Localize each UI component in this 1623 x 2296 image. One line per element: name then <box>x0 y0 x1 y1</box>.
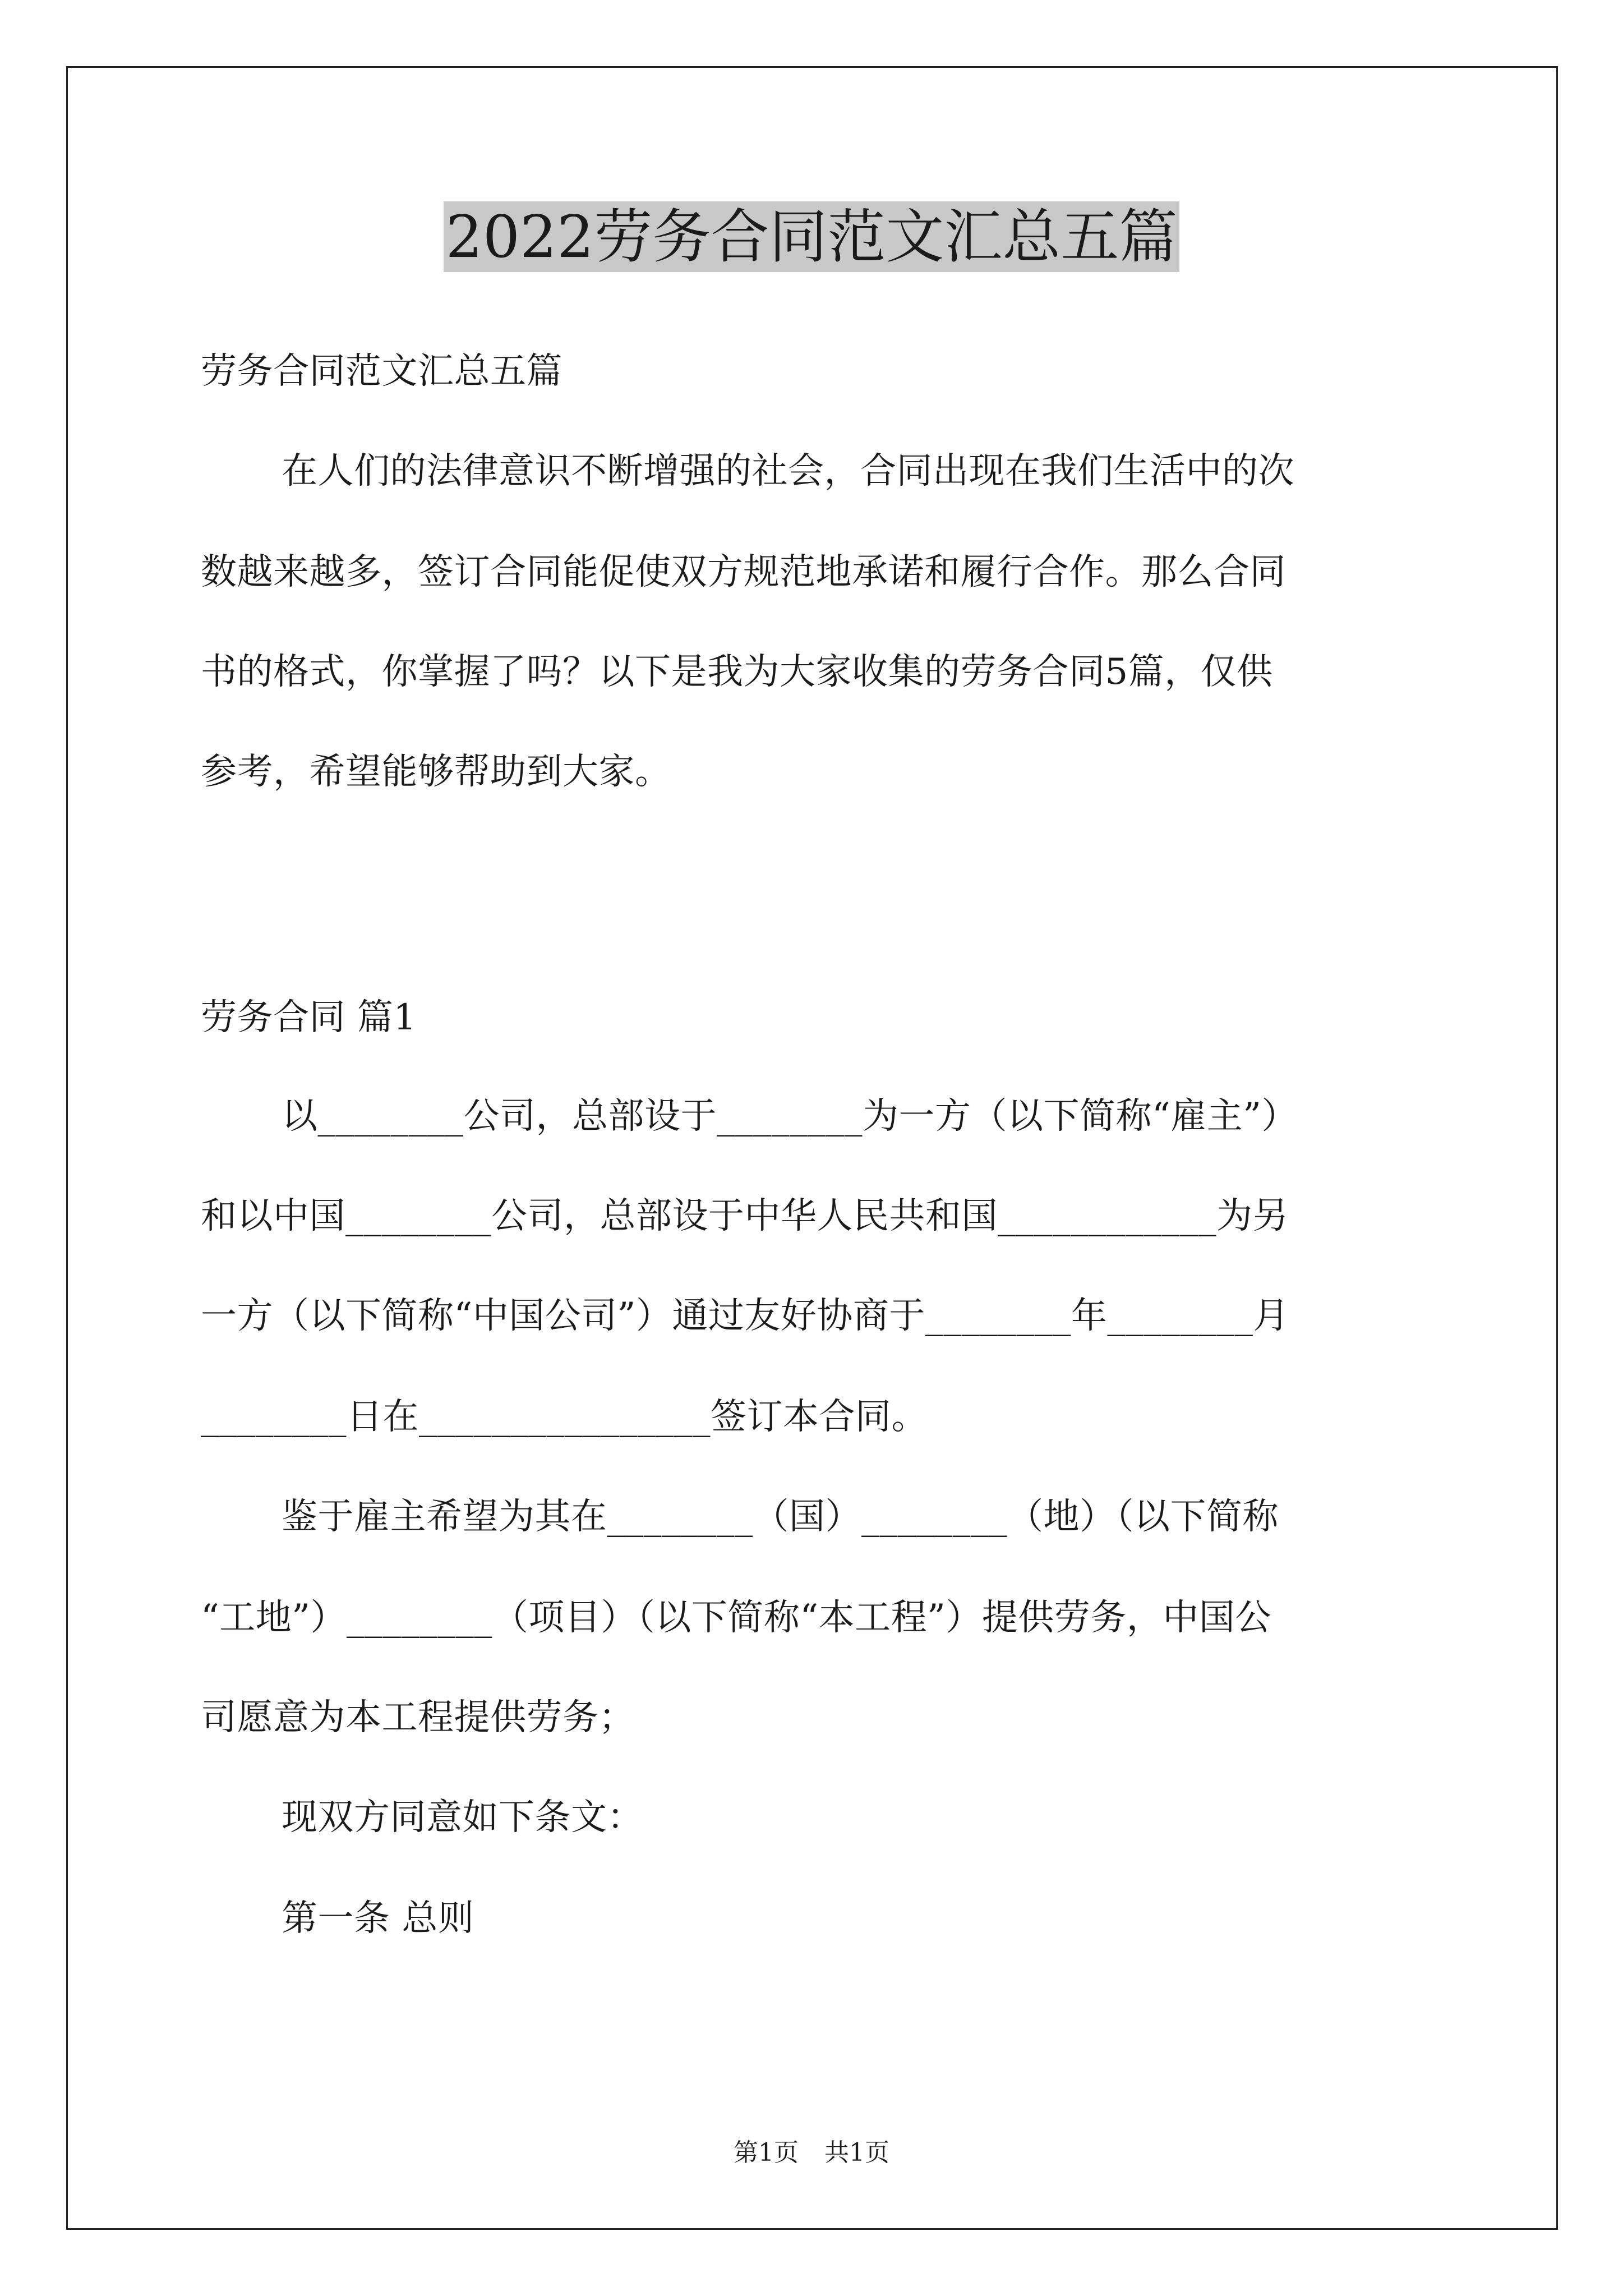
page-number-current: 第1页 <box>734 2138 799 2167</box>
paragraph1-line-4: ________日在________________签订本合同。 <box>201 1396 928 1438</box>
intro-line-2: 数越来越多，签订合同能促使双方规范地承诺和履行合作。那么合同 <box>201 551 1286 593</box>
page-number-total: 共1页 <box>824 2138 889 2167</box>
intro-line-1: 在人们的法律意识不断增强的社会，合同出现在我们生活中的次 <box>282 450 1294 492</box>
page-footer <box>0 2136 1623 2170</box>
intro-line-3: 书的格式，你掌握了吗？以下是我为大家收集的劳务合同5篇，仅供 <box>201 651 1273 693</box>
article1-heading: 第一条 总则 <box>282 1898 474 1939</box>
document-subtitle: 劳务合同范文汇总五篇 <box>201 351 562 392</box>
paragraph1-line-2: 和以中国________公司，总部设于中华人民共和国____________为另 <box>201 1195 1289 1237</box>
intro-line-4: 参考，希望能够帮助到大家。 <box>201 751 671 793</box>
document-title-text: 2022劳务合同范文汇总五篇 <box>444 201 1180 272</box>
paragraph1-line-3: 一方（以下简称“中国公司”）通过友好协商于________年________月 <box>201 1295 1289 1337</box>
paragraph2-line-3: 司愿意为本工程提供劳务； <box>201 1697 635 1738</box>
document-title <box>0 197 1623 276</box>
paragraph1-line-1: 以________公司，总部设于________为一方（以下简称“雇主”） <box>282 1096 1298 1137</box>
section-heading: 劳务合同 篇1 <box>201 997 417 1038</box>
paragraph3: 现双方同意如下条文： <box>282 1797 643 1838</box>
paragraph2-line-1: 鉴于雇主希望为其在________（国）________（地）（以下简称 <box>282 1496 1279 1538</box>
paragraph2-line-2: “工地”）________（项目）（以下简称“本工程”）提供劳务，中国公 <box>201 1597 1271 1639</box>
